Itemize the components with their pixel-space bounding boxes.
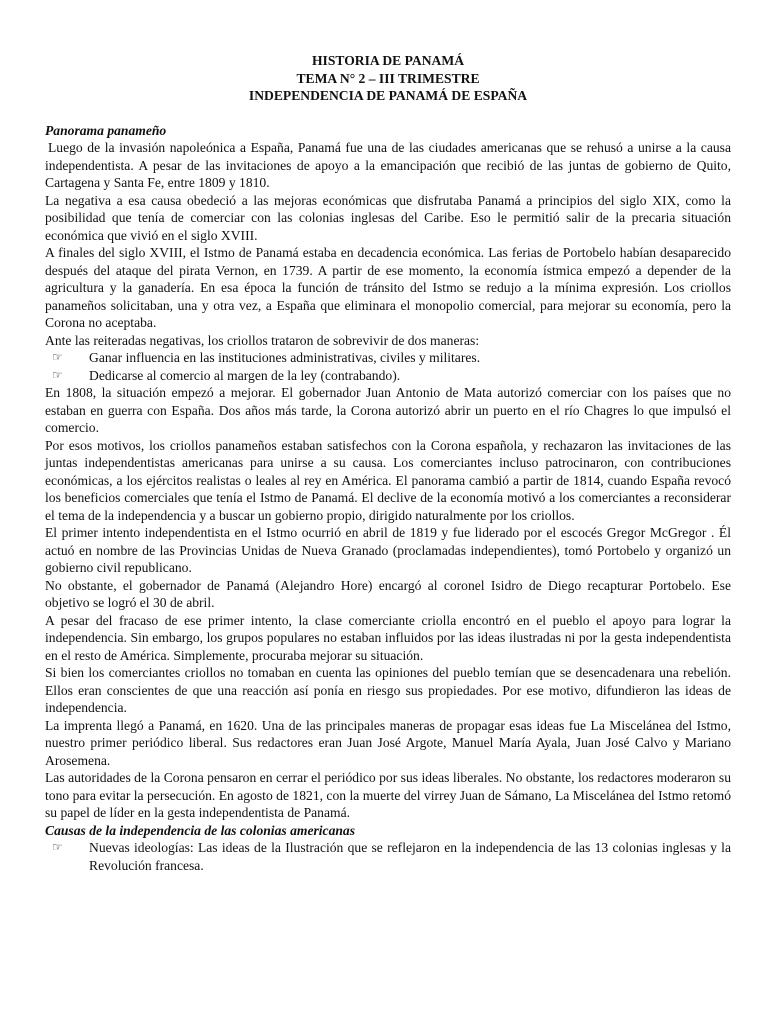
section-heading-panorama: Panorama panameño: [45, 122, 167, 138]
title-topic: TEMA N° 2 – III TRIMESTRE: [296, 70, 480, 86]
title-main: INDEPENDENCIA DE PANAMÁ DE ESPAÑA: [248, 88, 528, 103]
bullet-list-maneras: [45, 349, 731, 384]
paragraph-9: A pesar del fracaso de ese primer intento, la clase comerciante criolla encontró en el pueblo el apoyo para lograr la independencia. Sin embargo, los grupos populares no estaban influidos por las ideas ilustradas ni por la gesta independentista en el resto de América. Simplemente, procuraba mejorar su situación.: [45, 612, 731, 663]
pointing-hand-icon: ☞: [52, 367, 63, 382]
paragraph-3: A finales del siglo XVIII, el Istmo de Panamá estaba en decadencia económica. Las ferias de Portobelo habían desaparecido después del ataque del pirata Vernon, en 1739. A partir de ese momento, la economía ístmica empezó a depender de la agricultura y la ganadería. En esa época la función de tránsito del Istmo se redujo a la mínima expresión. Los criollos panameños solicitaban, una y otra vez, a España que eliminara el monopolio comercial, para mejorar su economía, pero la Corona no aceptaba.: [45, 245, 731, 330]
list-item: [45, 839, 731, 874]
paragraph-12: Las autoridades de la Corona pensaron en cerrar el periódico por sus ideas liberales. No obstante, los redactores moderaron su tono para evitar la persecución. En agosto de 1821, con la muerte del virrey Juan de Sámano, La Miscelánea del Istmo retomó su papel de líder en la gesta independentista de Panamá.: [45, 770, 731, 820]
paragraph-7: El primer intento independentista en el Istmo ocurrió en abril de 1819 y fue liderado por el escocés Gregor McGregor . Él actuó en nombre de las Provincias Unidas de Nueva Granado (proclamadas independientes), tomó Portobelo y organizó un gobierno civil republicano.: [45, 525, 731, 575]
list-item: [45, 367, 731, 385]
paragraph-8: No obstante, el gobernador de Panamá (Alejandro Hore) encargó al coronel Isidro de Diego recapturar Portobelo. Ese objetivo se logró el 30 de abril.: [45, 577, 731, 610]
title-subject: HISTORIA DE PANAMÁ: [311, 53, 465, 68]
bullet-list-causas: [45, 839, 731, 874]
document-title: [45, 52, 731, 105]
list-item-text: Ganar influencia en las instituciones administrativas, civiles y militares.: [89, 350, 481, 365]
list-item-text: Nuevas ideologías: Las ideas de la Ilustración que se reflejaron en la independencia de las 13 colonias inglesas y la Revolución francesa.: [89, 840, 731, 873]
list-item-text: Dedicarse al comercio al margen de la ley (contrabando).: [89, 367, 401, 383]
paragraph-6: Por esos motivos, los criollos panameños estaban satisfechos con la Corona española, y rechazaron las invitaciones de las juntas independentistas americanas para unirse a su causa. Los comerciantes incluso patrocinaron, con contribuciones económicas, a los ejércitos realistas o leales al rey en América. El panorama cambió a partir de 1814, cuando España revocó los beneficios comerciales que tenía el Istmo de Panamá. El declive de la economía motivó a los comerciantes a reconsiderar el tema de la independencia y a buscar un gobierno propio, dirigido naturalmente por los criollos.: [45, 437, 731, 523]
paragraph-1: Luego de la invasión napoleónica a España, Panamá fue una de las ciudades americanas que se rehusó a unirse a la causa independentista. A pesar de las invitaciones de apoyo a la emancipación que recibió de las juntas de gobierno de Quito, Cartagena y Santa Fe, entre 1809 y 1810.: [45, 140, 731, 190]
pointing-hand-icon: ☞: [52, 840, 63, 854]
paragraph-5: En 1808, la situación empezó a mejorar. El gobernador Juan Antonio de Mata autorizó comerciar con los países que no estaban en guerra con España. Dos años más tarde, la Corona autorizó abrir un puerto en el río Chagres lo que impulsó el comercio.: [45, 385, 731, 435]
paragraph-2: La negativa a esa causa obedeció a las mejoras económicas que disfrutaba Panamá a principios del siglo XIX, como la posibilidad que tenía de comerciar con las colonias inglesas del Caribe. Eso le permitió salir de la precaria situación económica que vivió en el siglo XVIII.: [45, 192, 731, 243]
document-page: [45, 52, 731, 874]
paragraph-4: Ante las reiteradas negativas, los criollos trataron de sobrevivir de dos maneras:: [45, 332, 480, 348]
section-heading-causas: Causas de la independencia de las colonias americanas: [45, 822, 356, 838]
pointing-hand-icon: ☞: [52, 350, 63, 364]
paragraph-11: La imprenta llegó a Panamá, en 1620. Una de las principales maneras de propagar esas ideas fue La Miscelánea del Istmo, nuestro primer periódico liberal. Sus redactores eran Juan José Argote, Manuel María Ayala, Juan José Calvo y Mariano Arosemena.: [45, 717, 731, 768]
list-item: [45, 349, 731, 367]
paragraph-10: Si bien los comerciantes criollos no tomaban en cuenta las opiniones del pueblo temían que se desencadenara una rebelión. Ellos eran conscientes de que una reacción así ponía en riesgo sus propiedades. Por ese motivo, difundieron las ideas de independencia.: [45, 665, 731, 715]
